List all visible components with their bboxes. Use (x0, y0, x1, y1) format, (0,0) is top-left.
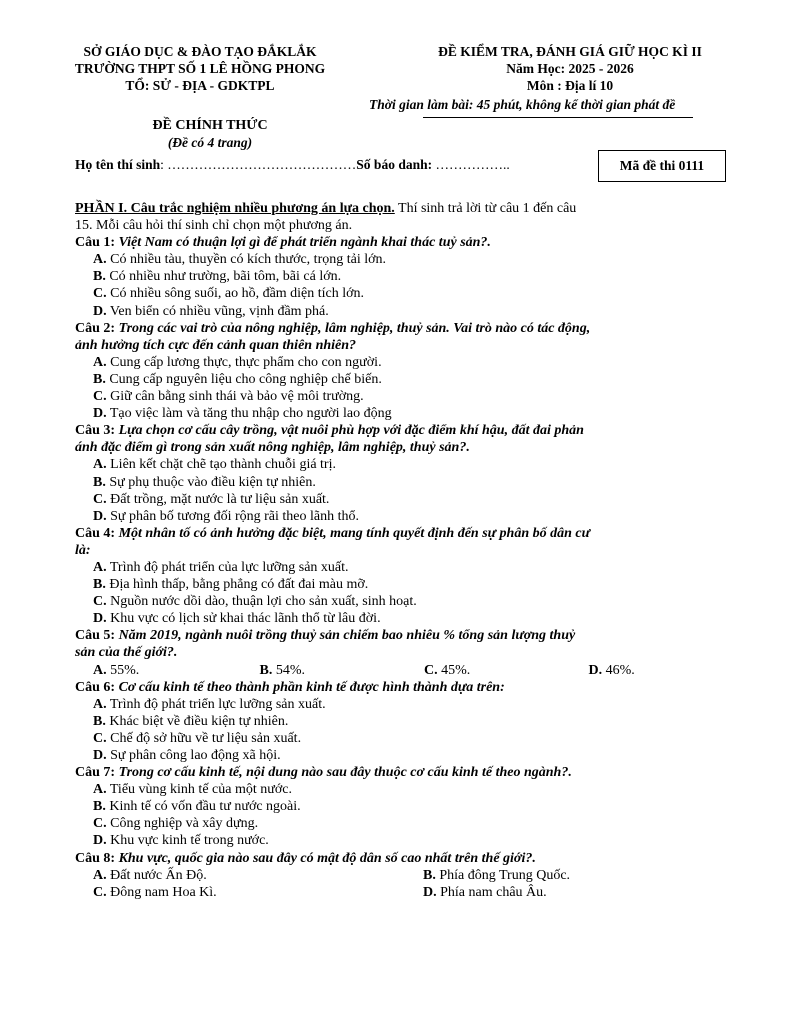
answer-option-d[interactable] (75, 747, 735, 764)
option-text: Kinh tế có vốn đầu tư nước ngoài. (109, 799, 301, 815)
option-text: 55%. (110, 662, 140, 678)
option-text: Sự phụ thuộc vào điều kiện tự nhiên. (109, 474, 316, 490)
exam-title: ĐỀ KIỂM TRA, ĐÁNH GIÁ GIỮ HỌC KÌ II (438, 44, 702, 59)
option-letter: A. (93, 662, 107, 678)
option-letter: A. (93, 559, 107, 575)
answer-option-b[interactable] (75, 576, 735, 593)
option-text: Khu vực kinh tế trong nước. (110, 833, 269, 849)
options-row (75, 884, 735, 901)
question-stem (75, 850, 735, 867)
question-2 (75, 320, 735, 423)
question-stem (75, 234, 735, 251)
option-text: Có nhiều tàu, thuyền có kích thước, trọng tải lớn. (110, 252, 387, 268)
question-stem (75, 422, 735, 439)
department-name: SỞ GIÁO DỤC & ĐÀO TẠO ĐẮKLẮK (83, 44, 317, 59)
answer-option-c[interactable] (406, 662, 571, 679)
question-text: Việt Nam có thuận lợi gì để phát triển ngành khai thác tuỷ sản?. (118, 235, 491, 251)
answer-option-d[interactable] (75, 303, 735, 320)
answer-option-d[interactable] (405, 884, 735, 901)
option-text: Giữ cân bằng sinh thái và bảo vệ môi trường. (110, 389, 364, 405)
question-text: Trong cơ cấu kinh tế, nội dung nào sau đây thuộc cơ cấu kinh tế theo ngành?. (118, 765, 572, 781)
question-text: Trong các vai trò của nông nghiệp, lâm nghiệp, thuỷ sản. Vai trò nào có tác động, (118, 320, 591, 336)
option-text: 45%. (441, 662, 471, 678)
question-number: Câu 1: (75, 235, 116, 251)
answer-option-a[interactable] (75, 696, 735, 713)
answer-option-b[interactable] (75, 268, 735, 285)
question-1 (75, 234, 735, 319)
option-letter: C. (93, 884, 107, 900)
option-text: Tiểu vùng kinh tế của một nước. (109, 782, 292, 798)
question-stem (75, 525, 735, 542)
option-letter: A. (93, 457, 107, 473)
option-text: Ven biển có nhiều vũng, vịnh đầm phá. (109, 303, 329, 319)
option-letter: D. (93, 748, 107, 763)
options-row (75, 662, 735, 679)
answer-option-a[interactable] (75, 354, 735, 371)
school-name: TRƯỜNG THPT SỐ 1 LÊ HỒNG PHONG (74, 61, 326, 76)
team-name: TỔ: SỬ - ĐỊA - GDKTPL (125, 78, 275, 93)
student-name-label: Họ tên thí sinh (75, 157, 161, 172)
exam-code-box (598, 150, 726, 182)
answer-option-c[interactable] (75, 815, 735, 832)
answer-option-a[interactable] (75, 662, 241, 679)
option-text: Khu vực có lịch sử khai thác lãnh thổ từ lâu đời. (110, 611, 381, 627)
exam-code: Mã đề thi 0111 (619, 158, 705, 173)
question-number: Câu 7: (75, 765, 116, 781)
question-text: ánh đặc điểm gì trong sản xuất nông nghiệp, lâm nghiệp, thuỷ sản?. (75, 440, 470, 456)
option-text: Trình độ phát triển lực lưỡng sản xuất. (109, 696, 326, 712)
option-letter: C. (423, 662, 438, 678)
question-text: Năm 2019, ngành nuôi trồng thuỷ sản chiếm bao nhiêu % tổng sản lượng thuỷ (118, 628, 576, 644)
answer-option-c[interactable] (75, 491, 735, 508)
question-3 (75, 422, 735, 525)
section-intro: Thí sinh trả lời từ câu 1 đến câu (394, 201, 577, 216)
option-text: Có nhiều sông suối, ao hồ, đầm diện tích lớn. (110, 286, 365, 302)
question-number: Câu 4: (75, 525, 116, 541)
answer-option-a[interactable] (75, 781, 735, 798)
option-text: Công nghiệp và xây dựng. (110, 816, 259, 832)
question-4 (75, 525, 735, 628)
question-stem (75, 644, 735, 661)
section-intro-cont: 15. Mỗi câu hỏi thí sinh chỉ chọn một phương án. (75, 218, 353, 234)
option-text: Đông nam Hoa Kì. (110, 884, 217, 900)
option-text: Cung cấp nguyên liệu cho công nghiệp chế biến. (109, 371, 382, 387)
option-text: 54%. (275, 662, 305, 678)
question-text: Cơ cấu kinh tế theo thành phần kinh tế được hình thành dựa trên: (118, 679, 505, 695)
question-text: Một nhân tố có ảnh hưởng đặc biệt, mang tính quyết định đến sự phân bố dân cư (118, 525, 591, 541)
answer-option-b[interactable] (75, 371, 735, 388)
question-number: Câu 8: (75, 850, 116, 866)
option-letter: B. (259, 662, 273, 678)
answer-option-c[interactable] (75, 884, 405, 901)
official-label: ĐỀ CHÍNH THỨC (152, 118, 268, 133)
option-text: Đất trồng, mặt nước là tư liệu sản xuất. (110, 491, 330, 507)
option-letter: C. (93, 816, 107, 832)
question-stem (75, 764, 735, 781)
option-letter: A. (93, 696, 107, 712)
answer-option-b[interactable] (405, 867, 735, 884)
section-heading-line (75, 200, 735, 217)
options-row (75, 867, 735, 884)
answer-option-d[interactable] (75, 832, 735, 849)
question-8 (75, 850, 735, 901)
option-letter: B. (423, 867, 436, 883)
option-text: Tạo việc làm và tăng thu nhập cho người lao động (109, 406, 392, 422)
option-letter: D. (93, 508, 107, 524)
question-number: Câu 3: (75, 423, 116, 439)
question-text: ảnh hưởng tích cực đến cảnh quan thiên nhiên? (75, 337, 357, 353)
header-rule (423, 117, 693, 118)
question-5 (75, 627, 735, 678)
student-info-line (75, 156, 510, 173)
option-letter: C. (93, 286, 107, 302)
option-text: Sự phân công lao động xã hội. (110, 748, 281, 763)
question-list (75, 234, 735, 901)
option-letter: C. (93, 389, 107, 405)
answer-option-a[interactable] (75, 867, 405, 884)
answer-option-d[interactable] (75, 610, 735, 627)
answer-option-c[interactable] (75, 388, 735, 405)
question-stem (75, 320, 735, 337)
question-stem (75, 439, 735, 456)
answer-option-c[interactable] (75, 285, 735, 302)
answer-option-a[interactable] (75, 251, 735, 268)
question-stem (75, 679, 735, 696)
answer-option-a[interactable] (75, 456, 735, 473)
option-letter: B. (93, 474, 106, 490)
option-letter: C. (93, 594, 107, 610)
option-letter: D. (93, 303, 107, 319)
option-letter: D. (93, 406, 107, 422)
option-letter: A. (93, 782, 107, 798)
question-text: Khu vực, quốc gia nào sau đây có mật độ dân số cao nhất trên thế giới?. (118, 850, 536, 866)
answer-option-d[interactable] (75, 405, 735, 422)
page-count: (Đề có 4 trang) (167, 135, 253, 150)
answer-option-b[interactable] (241, 662, 406, 679)
option-letter: B. (93, 799, 106, 815)
option-text: Nguồn nước dồi dào, thuận lợi cho sản xuất, sinh hoạt. (110, 594, 417, 610)
option-letter: D. (93, 833, 107, 849)
option-letter: C. (93, 730, 107, 746)
option-text: Sự phân bố tương đối rộng rãi theo lãnh thổ. (110, 508, 360, 524)
option-letter: D. (93, 611, 107, 627)
student-name-field[interactable]: : …………………………………… (160, 157, 357, 172)
option-text: Đất nước Ấn Độ. (110, 867, 207, 883)
answer-option-c[interactable] (75, 593, 735, 610)
answer-option-d[interactable] (75, 508, 735, 525)
question-number: Câu 2: (75, 320, 116, 336)
question-text: Lựa chọn cơ cấu cây trồng, vật nuôi phù hợp với đặc điểm khí hậu, đất đai phản (118, 423, 584, 439)
student-id-label: Số báo danh: (356, 157, 433, 172)
answer-option-d[interactable] (570, 662, 735, 679)
question-text: là: (75, 542, 91, 558)
option-letter: A. (93, 252, 107, 268)
question-text: sản của thế giới?. (75, 645, 178, 661)
option-letter: D. (423, 884, 437, 900)
option-letter: B. (93, 269, 106, 285)
question-number: Câu 5: (75, 628, 116, 644)
question-7 (75, 764, 735, 849)
answer-option-b[interactable] (75, 713, 735, 730)
answer-option-b[interactable] (75, 798, 735, 815)
question-stem (75, 627, 735, 644)
option-letter: A. (93, 354, 107, 370)
subject: Môn : Địa lí 10 (526, 78, 614, 93)
question-stem (75, 542, 735, 559)
option-text: 46%. (605, 662, 635, 678)
option-text: Khác biệt về điều kiện tự nhiên. (109, 713, 289, 729)
option-text: Phía nam châu Âu. (440, 884, 547, 900)
option-letter: B. (93, 713, 106, 729)
option-text: Địa hình thấp, bằng phẳng có đất đai màu mỡ. (109, 577, 369, 593)
answer-option-b[interactable] (75, 474, 735, 491)
option-text: Cung cấp lương thực, thực phẩm cho con người. (110, 354, 382, 370)
question-section (75, 200, 735, 901)
option-letter: B. (93, 577, 106, 593)
option-letter: B. (93, 371, 106, 387)
option-text: Liên kết chặt chẽ tạo thành chuỗi giá trị. (110, 457, 336, 473)
option-letter: A. (93, 867, 107, 883)
section-title: PHẦN I. Câu trắc nghiệm nhiều phương án lựa chọn. (75, 201, 395, 216)
option-letter: C. (93, 491, 107, 507)
question-6 (75, 679, 735, 764)
answer-option-c[interactable] (75, 730, 735, 747)
question-stem (75, 337, 735, 354)
question-number: Câu 6: (75, 679, 116, 695)
option-text: Phía đông Trung Quốc. (439, 867, 571, 883)
option-text: Chế độ sở hữu về tư liệu sản xuất. (110, 730, 302, 746)
option-text: Trình độ phát triển của lực lưỡng sản xuất. (109, 559, 349, 575)
option-letter: D. (588, 662, 603, 678)
student-id-field[interactable]: …………….. (432, 157, 510, 172)
school-year: Năm Học: 2025 - 2026 (506, 61, 634, 76)
answer-option-a[interactable] (75, 559, 735, 576)
option-text: Có nhiều như trường, bãi tôm, bãi cá lớn. (109, 269, 342, 285)
time-limit: Thời gian làm bài: 45 phút, không kể thời gian phát đề (369, 97, 676, 112)
